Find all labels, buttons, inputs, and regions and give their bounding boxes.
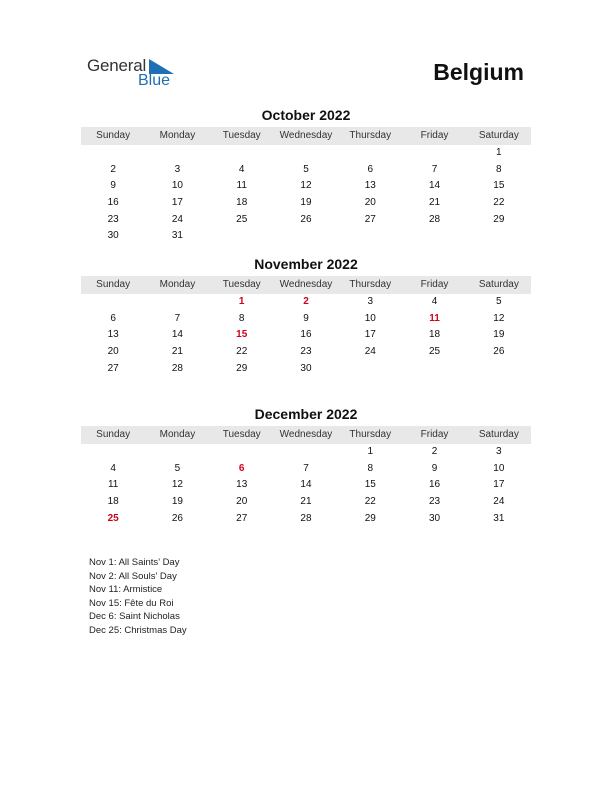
day-cell: 29 (236, 362, 248, 374)
holiday-list (89, 556, 187, 638)
weekday-label: Monday (159, 429, 196, 440)
country-title: Belgium (433, 59, 524, 85)
day-cell: 31 (493, 512, 505, 524)
day-cell: 26 (300, 213, 312, 225)
day-cell (274, 145, 338, 162)
day-cell (402, 145, 466, 162)
weekday-label: Friday (420, 130, 449, 141)
day-cell: 10 (364, 312, 376, 324)
week-row (81, 494, 531, 511)
day-cell: 8 (496, 163, 502, 175)
week-row (81, 162, 531, 179)
day-cell: 30 (107, 230, 119, 242)
day-cell: 13 (364, 180, 376, 192)
week-row (81, 212, 531, 229)
weekday-label: Sunday (96, 130, 131, 141)
day-cell: 8 (238, 312, 245, 324)
day-cell: 24 (171, 213, 183, 225)
day-cell: 11 (107, 479, 119, 491)
day-cell (145, 444, 209, 461)
holiday-day-cell: 1 (238, 296, 245, 307)
day-cell: 20 (236, 496, 248, 508)
day-cell: 30 (300, 362, 312, 374)
holiday-day-cell: 11 (429, 312, 440, 324)
day-cell (81, 145, 145, 162)
day-cell (81, 444, 145, 461)
day-cell: 9 (110, 180, 116, 192)
day-cell: 27 (107, 362, 119, 374)
day-cell: 25 (428, 346, 441, 358)
day-cell: 1 (496, 147, 502, 158)
day-cell: 10 (171, 180, 183, 192)
day-cell: 24 (493, 496, 505, 508)
day-cell: 3 (496, 446, 502, 457)
month-november (81, 256, 531, 377)
week-row (81, 294, 531, 311)
day-cell: 17 (364, 329, 376, 341)
day-cell: 19 (300, 197, 312, 209)
day-cell: 9 (431, 462, 438, 474)
week-row (81, 327, 531, 344)
holiday-day-cell: 6 (238, 462, 245, 474)
day-cell: 29 (364, 512, 376, 524)
weekday-label: Saturday (478, 429, 519, 440)
day-cell (210, 145, 274, 162)
day-cell (145, 294, 209, 311)
day-cell: 3 (174, 163, 181, 175)
weekday-label: Saturday (478, 130, 519, 141)
day-cell: 8 (367, 462, 374, 474)
day-cell (402, 361, 466, 378)
day-cell (402, 228, 466, 245)
day-cell: 7 (174, 312, 181, 324)
day-cell: 23 (428, 496, 441, 508)
holiday-list-item: Nov 2: All Souls’ Day (89, 570, 177, 582)
day-cell: 28 (171, 362, 183, 374)
month-december (81, 406, 531, 527)
day-cell: 15 (364, 479, 376, 491)
logo-text-blue: Blue (138, 72, 171, 89)
day-cell: 22 (364, 496, 376, 508)
day-cell: 4 (431, 296, 438, 307)
weekday-label: Tuesday (222, 279, 261, 290)
day-cell: 22 (236, 346, 248, 358)
weekday-label: Tuesday (222, 130, 261, 141)
day-cell: 21 (428, 197, 441, 209)
day-cell (210, 444, 274, 461)
day-cell: 5 (303, 163, 309, 175)
weekday-label: Thursday (349, 130, 392, 141)
day-cell: 27 (236, 512, 248, 524)
day-cell: 16 (428, 479, 441, 491)
weekday-label: Sunday (96, 279, 131, 290)
day-cell: 4 (110, 462, 116, 474)
week-row (81, 228, 531, 245)
week-row (81, 145, 531, 162)
weekday-label: Tuesday (222, 429, 261, 440)
day-cell: 15 (493, 180, 505, 192)
week-row (81, 311, 531, 328)
day-cell: 21 (300, 496, 312, 508)
day-cell: 22 (493, 197, 505, 209)
day-cell (467, 228, 531, 245)
weekday-label: Wednesday (279, 429, 333, 440)
day-cell: 6 (110, 312, 116, 324)
day-cell: 14 (428, 180, 441, 192)
week-row (81, 178, 531, 195)
day-cell: 1 (367, 446, 374, 457)
day-cell: 5 (174, 462, 181, 474)
weekday-label: Sunday (96, 429, 131, 440)
weekday-header (81, 276, 531, 294)
holiday-list-item: Nov 15: Fête du Roi (89, 597, 174, 609)
day-cell: 7 (303, 462, 309, 474)
holiday-list-item: Nov 1: All Saints’ Day (89, 557, 180, 568)
holiday-day-cell: 2 (303, 296, 309, 307)
day-cell: 20 (107, 346, 119, 358)
day-cell (467, 361, 531, 378)
day-cell (145, 145, 209, 162)
day-cell: 2 (110, 163, 116, 175)
week-row (81, 361, 531, 378)
weekday-label: Wednesday (279, 279, 333, 290)
day-cell: 20 (364, 197, 376, 209)
day-cell: 28 (428, 213, 441, 225)
week-row (81, 195, 531, 212)
day-cell: 17 (171, 197, 183, 209)
day-cell: 6 (367, 163, 374, 175)
day-cell: 31 (171, 230, 183, 242)
weekday-label: Friday (420, 279, 449, 290)
day-cell (338, 228, 402, 245)
month-october (81, 107, 531, 245)
day-cell: 13 (236, 479, 248, 491)
day-cell: 4 (238, 163, 245, 175)
day-cell (274, 228, 338, 245)
weekday-label: Thursday (349, 279, 392, 290)
weekday-label: Thursday (349, 429, 392, 440)
day-cell (338, 361, 402, 378)
day-cell: 18 (107, 496, 119, 508)
month-title: November 2022 (254, 256, 358, 272)
day-cell: 29 (493, 213, 505, 225)
day-cell: 2 (431, 446, 438, 457)
week-row (81, 511, 531, 528)
day-cell: 25 (236, 213, 248, 225)
day-cell: 11 (236, 180, 247, 192)
day-cell: 12 (300, 180, 312, 192)
weekday-label: Monday (159, 130, 196, 141)
day-cell: 12 (493, 312, 505, 324)
day-cell: 12 (171, 479, 183, 491)
day-cell: 16 (300, 329, 312, 341)
holiday-day-cell: 25 (107, 512, 119, 524)
month-title: December 2022 (254, 406, 358, 422)
day-cell: 26 (493, 346, 505, 358)
day-cell: 28 (300, 512, 312, 524)
week-row (81, 444, 531, 461)
day-cell: 21 (171, 346, 183, 358)
weekday-header (81, 127, 531, 145)
day-cell: 23 (107, 213, 119, 225)
weekday-header (81, 426, 531, 444)
month-title: October 2022 (261, 107, 351, 123)
weekday-label: Monday (159, 279, 196, 290)
weekday-label: Saturday (478, 279, 519, 290)
day-cell: 5 (496, 296, 502, 307)
day-cell: 17 (493, 479, 505, 491)
holiday-list-item: Dec 6: Saint Nicholas (89, 611, 180, 623)
day-cell: 14 (171, 329, 183, 341)
week-row (81, 344, 531, 361)
day-cell: 18 (428, 329, 441, 341)
day-cell: 19 (171, 496, 183, 508)
day-cell: 27 (364, 213, 376, 225)
day-cell: 26 (171, 512, 183, 524)
day-cell: 23 (300, 346, 312, 358)
day-cell: 16 (107, 197, 119, 209)
weekday-label: Friday (420, 429, 449, 440)
day-cell (210, 228, 274, 245)
generalblue-logo (87, 56, 187, 92)
holiday-list-item: Nov 11: Armistice (89, 584, 163, 596)
day-cell: 30 (428, 512, 441, 524)
day-cell: 3 (367, 296, 374, 307)
logo-text-general: General (87, 56, 147, 75)
week-row (81, 477, 531, 494)
day-cell: 10 (493, 462, 505, 474)
holiday-day-cell: 15 (236, 329, 248, 341)
day-cell: 24 (364, 346, 376, 358)
day-cell: 9 (303, 312, 309, 324)
day-cell: 19 (493, 329, 505, 341)
day-cell (274, 444, 338, 461)
day-cell: 18 (236, 197, 248, 209)
holiday-list-item: Dec 25: Christmas Day (89, 624, 187, 636)
week-row (81, 461, 531, 478)
day-cell (338, 145, 402, 162)
day-cell (81, 294, 145, 311)
weekday-label: Wednesday (279, 130, 333, 141)
day-cell: 7 (431, 163, 438, 175)
day-cell: 13 (107, 329, 119, 341)
day-cell: 14 (300, 479, 312, 491)
